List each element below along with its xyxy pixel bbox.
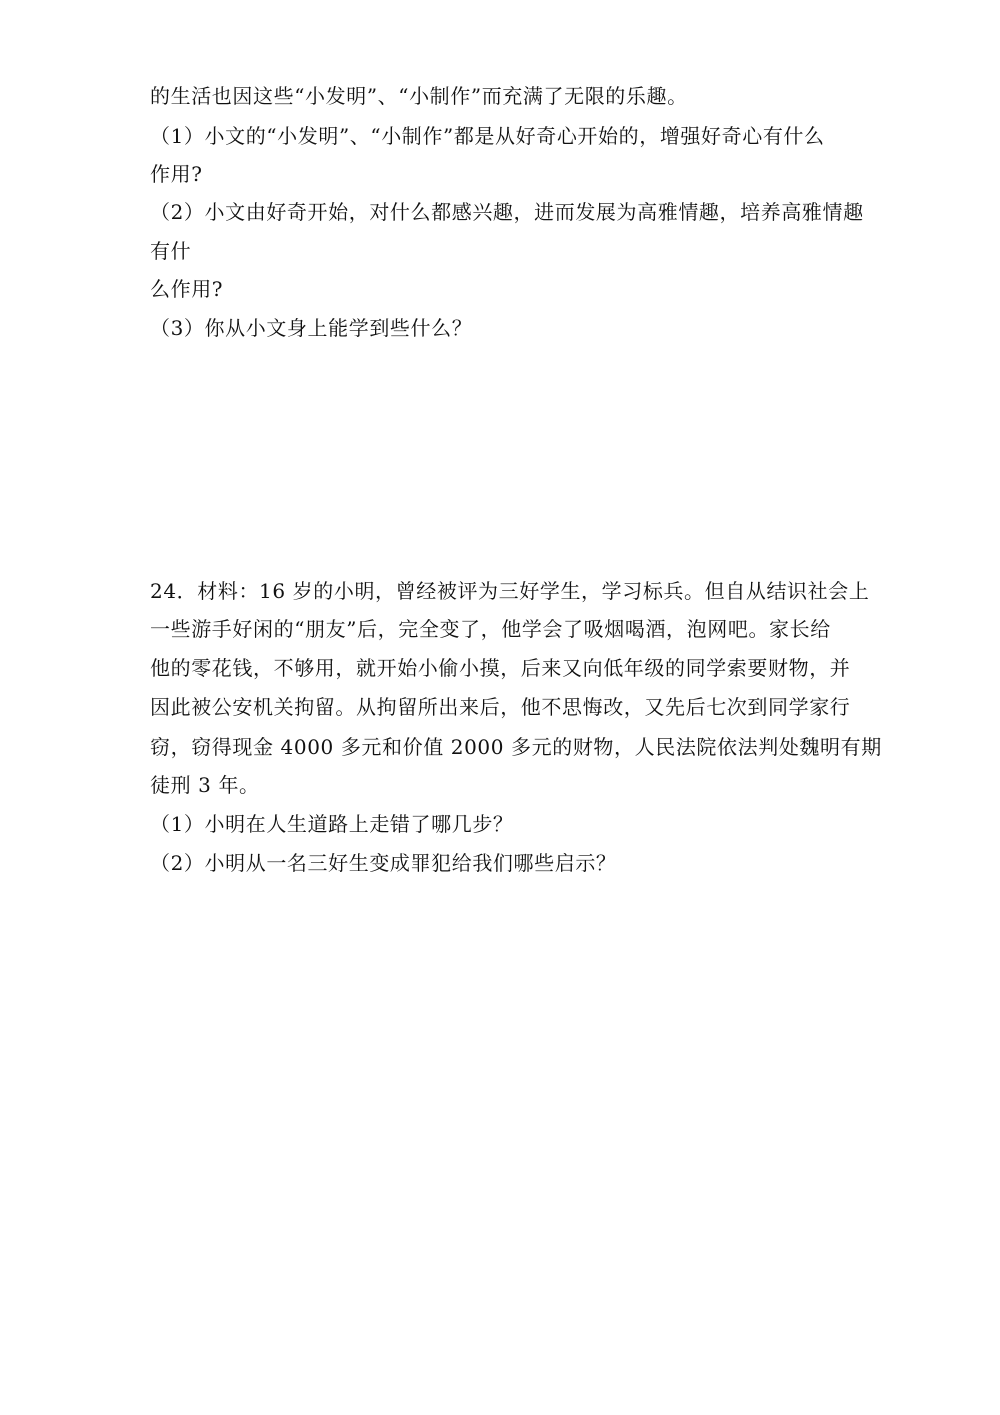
q24-subquestion-1: （1）小明在人生道路上走错了哪几步？ — [150, 812, 514, 836]
q24-material-line-3: 他的零花钱，不够用，就开始小偷小摸，后来又向低年级的同学索要财物，并 — [150, 656, 851, 680]
q24-material-line-4: 因此被公安机关拘留。从拘留所出来后，他不思悔改，又先后七次到同学家行 — [150, 695, 851, 719]
q23-subquestion-2-line-3: 么作用? — [150, 277, 224, 301]
q23-intro-tail: 的生活也因这些“小发明”、“小制作”而充满了无限的乐趣。 — [150, 84, 688, 108]
q24-material-line-6: 徒刑 3 年。 — [150, 773, 260, 797]
q24-material-line-5: 窃，窃得现金 4000 多元和价值 2000 多元的财物，人民法院依法判处魏明有期 — [150, 735, 882, 759]
q23-subquestion-1-line-1: （1）小文的“小发明”、“小制作”都是从好奇心开始的，增强好奇心有什么 — [150, 124, 825, 148]
q23-subquestion-3: （3）你从小文身上能学到些什么？ — [150, 316, 473, 340]
q24-material-line-2: 一些游手好闲的“朋友”后，完全变了，他学会了吸烟喝酒，泡网吧。家长给 — [150, 617, 831, 641]
q23-subquestion-2-line-2: 有什 — [150, 239, 192, 263]
q23-subquestion-2-line-1: （2）小文由好奇开始，对什么都感兴趣，进而发展为高雅情趣，培养高雅情趣 — [150, 200, 864, 224]
q23-subquestion-1-line-2: 作用? — [150, 162, 203, 186]
q24-subquestion-2: （2）小明从一名三好生变成罪犯给我们哪些启示？ — [150, 851, 617, 875]
q24-material-line-1: 24．材料：16 岁的小明，曾经被评为三好学生，学习标兵。但自从结识社会上 — [150, 579, 870, 603]
